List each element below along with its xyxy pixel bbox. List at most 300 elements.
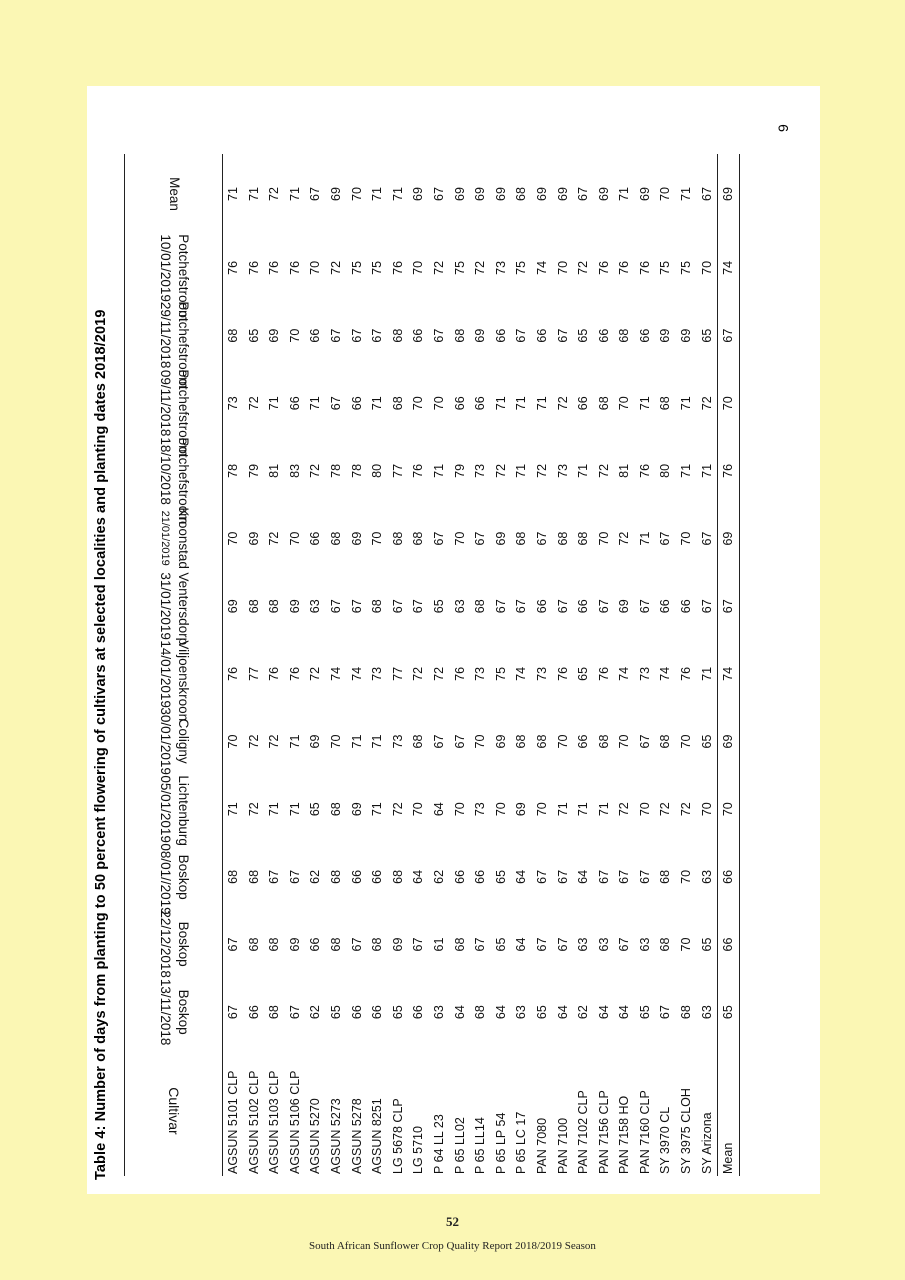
days-value: 70: [679, 734, 694, 749]
days-value: 75: [493, 666, 508, 681]
days-value: 64: [514, 869, 529, 884]
cultivar-name: AGSUN 5270: [308, 1098, 323, 1174]
days-value: 71: [679, 187, 694, 201]
cultivar-name: Mean: [718, 1046, 740, 1176]
days-value: 71: [370, 734, 385, 749]
column-header-location: Kroonstad: [175, 507, 191, 570]
column-header-location: Ventersdorp: [175, 572, 191, 646]
days-value: 67: [555, 599, 570, 614]
days-value: 70: [287, 531, 302, 546]
days-value: 77: [390, 463, 405, 478]
days-value: 66: [308, 937, 323, 952]
days-value: 74: [718, 234, 740, 302]
days-value: 70: [349, 187, 364, 201]
days-value: 70: [411, 396, 426, 411]
days-value: 78: [349, 463, 364, 478]
days-value: 66: [576, 396, 591, 411]
days-value: 68: [246, 599, 261, 614]
cultivar-name: PAN 7156 CLP: [596, 1090, 611, 1174]
days-value: 70: [658, 187, 673, 201]
days-value: 67: [699, 187, 714, 201]
days-value: 69: [452, 187, 467, 201]
days-value: 73: [473, 802, 488, 817]
column-header-location: Potchefstroom: [175, 369, 191, 457]
days-value: 68: [514, 531, 529, 546]
days-value: 72: [267, 531, 282, 546]
column-header-location: Cultivar: [165, 1087, 182, 1135]
days-value: 71: [699, 666, 714, 681]
days-value: 71: [514, 463, 529, 478]
table-row: [388, 154, 409, 1176]
days-value: 68: [617, 328, 632, 343]
cultivar-name: P 65 LC 17: [514, 1111, 529, 1174]
days-value: 72: [617, 531, 632, 546]
days-value: 65: [308, 802, 323, 817]
days-value: 71: [679, 396, 694, 411]
cultivar-name: SY 3970 CL: [658, 1106, 673, 1174]
days-value: 66: [534, 328, 549, 343]
days-value: 76: [718, 437, 740, 505]
cultivar-name: PAN 7102 CLP: [576, 1090, 591, 1174]
cultivar-name: LG 5678 CLP: [390, 1098, 405, 1174]
column-header-location: Lichtenburg: [175, 775, 191, 846]
days-value: 80: [370, 463, 385, 478]
days-value: 72: [308, 666, 323, 681]
days-value: 63: [637, 937, 652, 952]
days-value: 70: [411, 260, 426, 275]
days-value: 68: [514, 187, 529, 201]
days-value: 66: [411, 1005, 426, 1020]
days-value: 68: [267, 599, 282, 614]
days-value: 63: [431, 1005, 446, 1020]
column-header-date: 14/01/2019: [157, 640, 173, 708]
days-value: 67: [576, 187, 591, 201]
days-value: 72: [246, 802, 261, 817]
days-value: 67: [493, 599, 508, 614]
days-value: 76: [637, 260, 652, 275]
days-value: 72: [617, 802, 632, 817]
days-value: 71: [534, 396, 549, 411]
days-value: 66: [308, 328, 323, 343]
days-value: 67: [473, 531, 488, 546]
days-value: 69: [473, 328, 488, 343]
days-value: 76: [596, 666, 611, 681]
days-value: 68: [411, 531, 426, 546]
cultivar-name: P 65 LP 54: [493, 1112, 508, 1174]
days-value: 67: [534, 937, 549, 952]
days-value: 69: [514, 802, 529, 817]
days-value: 71: [308, 396, 323, 411]
days-value: 63: [576, 937, 591, 952]
days-value: 70: [534, 802, 549, 817]
days-value: 72: [267, 734, 282, 749]
days-value: 69: [473, 187, 488, 201]
days-value: 74: [658, 666, 673, 681]
days-value: 74: [534, 260, 549, 275]
days-value: 68: [576, 531, 591, 546]
table-row: [532, 154, 553, 1176]
days-value: 68: [596, 734, 611, 749]
days-value: 67: [370, 328, 385, 343]
cultivar-name: SY 3975 CLOH: [679, 1088, 694, 1174]
page-number: 52: [446, 1214, 459, 1229]
days-value: 72: [246, 734, 261, 749]
days-value: 72: [493, 463, 508, 478]
days-value: 69: [718, 708, 740, 776]
days-value: 69: [411, 187, 426, 201]
days-value: 71: [699, 463, 714, 478]
column-header: [125, 911, 223, 979]
days-value: 63: [699, 869, 714, 884]
days-value: 63: [699, 1005, 714, 1020]
days-value: 68: [390, 869, 405, 884]
days-value: 76: [390, 260, 405, 275]
days-value: 66: [576, 599, 591, 614]
days-value: 70: [617, 396, 632, 411]
days-value: 67: [658, 1005, 673, 1020]
days-value: 64: [596, 1005, 611, 1020]
days-value: 67: [555, 937, 570, 952]
days-value: 61: [431, 937, 446, 952]
days-value: 71: [431, 463, 446, 478]
days-value: 71: [267, 396, 282, 411]
days-value: 67: [555, 869, 570, 884]
column-header-date: 08/01//2019: [157, 843, 173, 915]
table-title: Table 4: Number of days from planting to 50 percent flowering of cultivars at selected localities and planting dates 2018/2019: [93, 309, 109, 1180]
days-value: 71: [596, 802, 611, 817]
column-header-date: 09/11/2018: [157, 369, 173, 437]
table-row: [326, 154, 347, 1176]
days-value: 65: [637, 1005, 652, 1020]
days-value: 70: [617, 734, 632, 749]
cultivar-name: P 65 LL02: [452, 1117, 467, 1174]
days-value: 70: [473, 734, 488, 749]
days-value: 68: [246, 937, 261, 952]
column-header-date: 10/01/2019: [157, 234, 173, 302]
days-value: 71: [287, 734, 302, 749]
days-value: 66: [349, 1005, 364, 1020]
days-value: 66: [718, 911, 740, 979]
days-value: 70: [223, 505, 244, 573]
days-value: 69: [267, 328, 282, 343]
table-row: [511, 154, 532, 1176]
days-value: 70: [493, 802, 508, 817]
days-value: 69: [287, 937, 302, 952]
days-value: 76: [246, 260, 261, 275]
days-value: 69: [718, 154, 740, 234]
days-value: 66: [370, 869, 385, 884]
days-value: 72: [555, 396, 570, 411]
days-value: 72: [328, 260, 343, 275]
column-header-date: 21/01/2019: [158, 511, 171, 567]
days-value: 69: [534, 187, 549, 201]
days-value: 71: [287, 802, 302, 817]
days-value: 71: [637, 531, 652, 546]
days-value: 75: [452, 260, 467, 275]
cultivar-name: AGSUN 5101 CLP: [223, 1046, 244, 1176]
column-header-location: Boskop: [175, 989, 191, 1035]
days-value: 64: [452, 1005, 467, 1020]
days-value: 66: [452, 869, 467, 884]
days-value: 68: [596, 396, 611, 411]
days-value: 70: [699, 260, 714, 275]
days-value: 70: [718, 775, 740, 843]
flowering-days-table: [124, 154, 740, 1176]
days-value: 69: [349, 531, 364, 546]
days-value: 67: [596, 869, 611, 884]
days-value: 67: [431, 187, 446, 201]
days-value: 78: [223, 437, 244, 505]
column-header: [125, 978, 223, 1046]
days-value: 70: [370, 531, 385, 546]
days-value: 66: [411, 328, 426, 343]
days-value: 62: [308, 869, 323, 884]
cultivar-name: AGSUN 5278: [349, 1098, 364, 1174]
days-value: 68: [370, 937, 385, 952]
rotated-page-number: 9: [775, 124, 791, 132]
column-header: [125, 234, 223, 322]
column-header: [125, 572, 223, 646]
days-value: 76: [267, 260, 282, 275]
days-value: 69: [658, 328, 673, 343]
days-value: 64: [555, 1005, 570, 1020]
days-value: 73: [637, 666, 652, 681]
days-value: 75: [349, 260, 364, 275]
days-value: 71: [576, 463, 591, 478]
days-value: 69: [223, 572, 244, 640]
table-row: [367, 154, 388, 1176]
days-value: 67: [555, 328, 570, 343]
days-value: 68: [267, 937, 282, 952]
days-value: 71: [370, 802, 385, 817]
days-value: 64: [576, 869, 591, 884]
days-value: 68: [223, 302, 244, 370]
days-value: 68: [658, 869, 673, 884]
days-value: 75: [514, 260, 529, 275]
days-value: 68: [390, 531, 405, 546]
table-row: [676, 154, 697, 1176]
days-value: 68: [370, 599, 385, 614]
days-value: 66: [534, 599, 549, 614]
days-value: 72: [534, 463, 549, 478]
column-header-location: Viljoenskroon: [175, 640, 191, 721]
days-value: 71: [223, 775, 244, 843]
days-value: 68: [473, 599, 488, 614]
days-value: 79: [246, 463, 261, 478]
days-value: 65: [246, 328, 261, 343]
days-value: 83: [287, 463, 302, 478]
days-value: 68: [452, 937, 467, 952]
days-value: 67: [637, 599, 652, 614]
days-value: 66: [679, 599, 694, 614]
days-value: 74: [328, 666, 343, 681]
days-value: 68: [328, 937, 343, 952]
days-value: 66: [308, 531, 323, 546]
days-value: 67: [452, 734, 467, 749]
days-value: 65: [576, 328, 591, 343]
cultivar-name: PAN 7080: [534, 1117, 549, 1174]
days-value: 69: [617, 599, 632, 614]
days-value: 67: [411, 599, 426, 614]
days-value: 67: [349, 328, 364, 343]
days-value: 72: [679, 802, 694, 817]
days-value: 70: [431, 396, 446, 411]
days-value: 67: [534, 869, 549, 884]
days-value: 66: [637, 328, 652, 343]
days-value: 65: [699, 734, 714, 749]
days-value: 76: [617, 260, 632, 275]
days-value: 67: [699, 599, 714, 614]
table-row: [635, 154, 656, 1176]
table-row: [655, 154, 676, 1176]
days-value: 66: [349, 396, 364, 411]
days-value: 65: [699, 937, 714, 952]
cultivar-name: PAN 7100: [555, 1117, 570, 1174]
column-header-location: Boskop: [175, 854, 191, 900]
days-value: 76: [637, 463, 652, 478]
days-value: 67: [718, 302, 740, 370]
days-value: 70: [308, 260, 323, 275]
days-value: 67: [328, 396, 343, 411]
days-value: 68: [390, 396, 405, 411]
days-value: 73: [493, 260, 508, 275]
column-header-date: 22/12/2018: [157, 910, 173, 979]
days-value: 75: [370, 260, 385, 275]
days-value: 71: [679, 463, 694, 478]
days-value: 66: [576, 734, 591, 749]
days-value: 69: [596, 187, 611, 201]
table-row: [491, 154, 512, 1176]
days-value: 72: [699, 396, 714, 411]
days-value: 64: [431, 802, 446, 817]
days-value: 67: [287, 1005, 302, 1020]
days-value: 72: [658, 802, 673, 817]
days-value: 67: [411, 937, 426, 952]
days-value: 73: [534, 666, 549, 681]
days-value: 67: [349, 937, 364, 952]
days-value: 65: [431, 599, 446, 614]
days-value: 67: [431, 328, 446, 343]
table-row: [408, 154, 429, 1176]
days-value: 66: [246, 1005, 261, 1020]
cultivar-name: AGSUN 5106 CLP: [287, 1070, 302, 1174]
table-row: [223, 154, 244, 1176]
column-header-date: 30/01/2019: [157, 707, 173, 776]
days-value: 65: [390, 1005, 405, 1020]
days-value: 71: [287, 187, 302, 201]
days-value: 67: [390, 599, 405, 614]
days-value: 68: [658, 734, 673, 749]
table-row: [429, 154, 450, 1176]
days-value: 71: [267, 802, 282, 817]
days-value: 69: [287, 599, 302, 614]
days-value: 71: [370, 396, 385, 411]
days-value: 66: [370, 1005, 385, 1020]
column-header-date: 05/01/2019: [157, 775, 173, 843]
days-value: 68: [328, 869, 343, 884]
days-value: 74: [349, 666, 364, 681]
days-value: 68: [534, 734, 549, 749]
days-value: 76: [596, 260, 611, 275]
days-value: 66: [493, 328, 508, 343]
days-value: 65: [718, 978, 740, 1046]
days-value: 68: [246, 869, 261, 884]
days-value: 70: [223, 708, 244, 776]
days-value: 70: [328, 734, 343, 749]
days-value: 81: [267, 463, 282, 478]
days-value: 71: [349, 734, 364, 749]
cultivar-name: PAN 7158 HO: [617, 1095, 632, 1174]
days-value: 72: [596, 463, 611, 478]
days-value: 71: [493, 396, 508, 411]
days-value: 67: [223, 978, 244, 1046]
column-header-date: 29/11/2018: [157, 302, 173, 369]
days-value: 80: [658, 463, 673, 478]
column-header-date: 18/10/2018: [157, 437, 173, 505]
column-header: [125, 775, 223, 846]
days-value: 70: [411, 802, 426, 817]
days-value: 76: [223, 234, 244, 302]
days-value: 68: [679, 1005, 694, 1020]
days-value: 65: [493, 869, 508, 884]
days-value: 70: [452, 531, 467, 546]
table-row: [244, 154, 265, 1176]
days-value: 72: [308, 463, 323, 478]
days-value: 68: [658, 937, 673, 952]
cultivar-name: AGSUN 5102 CLP: [246, 1070, 261, 1174]
column-header: [125, 154, 223, 234]
days-value: 65: [328, 1005, 343, 1020]
column-header: [125, 301, 223, 389]
days-value: 71: [370, 187, 385, 201]
days-value: 72: [246, 396, 261, 411]
days-value: 68: [473, 1005, 488, 1020]
days-value: 72: [431, 260, 446, 275]
days-value: 67: [514, 328, 529, 343]
days-value: 76: [555, 666, 570, 681]
days-value: 67: [596, 599, 611, 614]
days-value: 72: [473, 260, 488, 275]
days-value: 74: [617, 666, 632, 681]
days-value: 67: [658, 531, 673, 546]
days-value: 70: [679, 937, 694, 952]
days-value: 76: [267, 666, 282, 681]
days-value: 69: [493, 734, 508, 749]
days-value: 68: [411, 734, 426, 749]
days-value: 69: [308, 734, 323, 749]
days-value: 67: [267, 869, 282, 884]
days-value: 74: [514, 666, 529, 681]
days-value: 70: [718, 369, 740, 437]
days-value: 75: [658, 260, 673, 275]
days-value: 68: [328, 531, 343, 546]
days-value: 65: [534, 1005, 549, 1020]
days-value: 76: [287, 666, 302, 681]
days-value: 69: [637, 187, 652, 201]
days-value: 70: [679, 531, 694, 546]
days-value: 67: [617, 869, 632, 884]
days-value: 68: [267, 1005, 282, 1020]
days-value: 71: [246, 187, 261, 201]
days-value: 71: [637, 396, 652, 411]
column-header-location: Potchefstroom: [175, 437, 191, 525]
days-value: 68: [555, 531, 570, 546]
days-value: 70: [555, 260, 570, 275]
days-value: 71: [576, 802, 591, 817]
cultivar-name: LG 5710: [411, 1126, 426, 1174]
days-value: 76: [411, 463, 426, 478]
days-value: 62: [308, 1005, 323, 1020]
